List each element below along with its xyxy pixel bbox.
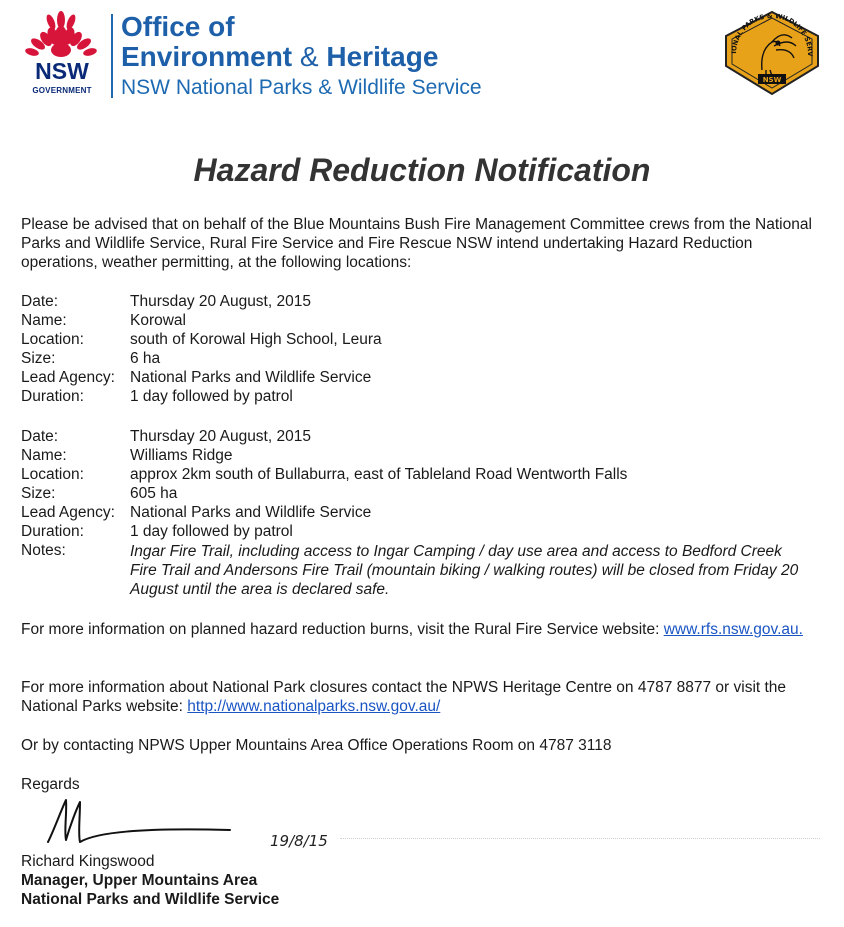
letterhead xyxy=(0,0,844,120)
location-size-row xyxy=(21,349,161,368)
page-title: Hazard Reduction Notification xyxy=(193,152,651,188)
field-value: 605 ha xyxy=(130,485,178,502)
field-value: approx 2km south of Bullaburra, east of Tableland Road Wentworth Falls xyxy=(130,466,628,483)
field-label: Notes: xyxy=(21,542,66,559)
rfs-website-link[interactable]: www.rfs.nsw.gov.au. xyxy=(663,621,803,638)
field-label: Date: xyxy=(21,293,59,310)
regards-text: Regards xyxy=(21,776,80,793)
closure-notes: Ingar Fire Trail, including access to Ingar Camping / day use area and access to Bedford Creek Fire Trail and Andersons Fire Trail (mountain biking / walking routes) will be closed from Friday 20 August until the area is declared safe. xyxy=(130,543,799,598)
location-notes-row xyxy=(21,541,130,560)
office-title-line1: Office of xyxy=(121,11,235,42)
field-value: 1 day followed by patrol xyxy=(130,523,293,540)
location-duration-row xyxy=(21,387,293,406)
office-title-line2 xyxy=(121,42,438,72)
location-size-row xyxy=(21,484,178,503)
signature-line xyxy=(340,838,820,839)
npws-service-name: NSW National Parks & Wildlife Service xyxy=(121,76,482,99)
field-label: Duration: xyxy=(21,523,84,540)
npws-info-text: For more information about National Park closures contact the NPWS Heritage Centre on 4787 8877 or visit the National Parks website: xyxy=(21,679,787,715)
location-agency-row xyxy=(21,368,372,387)
field-label: Lead Agency: xyxy=(21,504,115,521)
signer-organisation: National Parks and Wildlife Service xyxy=(21,891,280,908)
field-label: Size: xyxy=(21,350,56,367)
location-agency-row xyxy=(21,503,372,522)
field-label: Date: xyxy=(21,428,59,445)
field-value: Thursday 20 August, 2015 xyxy=(130,293,311,310)
emblem-bottom-text: NSW xyxy=(762,76,782,84)
field-label: Lead Agency: xyxy=(21,369,115,386)
location-location-row xyxy=(21,330,382,349)
npws-info-paragraph xyxy=(21,678,811,716)
location-duration-row xyxy=(21,522,293,541)
field-label: Name: xyxy=(21,447,67,464)
rfs-info-paragraph xyxy=(21,620,816,639)
emblem-top-text: IONAL PARKS & WILDLIFE SERV xyxy=(729,11,815,57)
location-location-row xyxy=(21,465,628,484)
field-label: Duration: xyxy=(21,388,84,405)
location-name-row xyxy=(21,311,186,330)
location-name-row xyxy=(21,446,233,465)
signer-title: Manager, Upper Mountains Area xyxy=(21,872,258,889)
nsw-government-label: GOVERNMENT xyxy=(32,86,92,95)
signer-name: Richard Kingswood xyxy=(21,853,155,870)
signature-date: 19/8/15 xyxy=(270,832,328,850)
contact-paragraph: Or by contacting NPWS Upper Mountains Area Office Operations Room on 4787 3118 xyxy=(21,737,612,754)
field-value: south of Korowal High School, Leura xyxy=(130,331,382,348)
field-label: Location: xyxy=(21,466,84,483)
field-value: National Parks and Wildlife Service xyxy=(130,504,372,521)
intro-paragraph: Please be advised that on behalf of the Blue Mountains Bush Fire Management Committee crews from the National Parks and Wildlife Service, Rural Fire Service and Fire Rescue NSW intend undertaking Hazard Reduction operations, weather permitting, at the following locations: xyxy=(21,216,812,271)
rfs-info-text: For more information on planned hazard reduction burns, visit the Rural Fire Service website: xyxy=(21,621,660,638)
field-label: Size: xyxy=(21,485,56,502)
field-value: 1 day followed by patrol xyxy=(130,388,293,405)
field-value: Korowal xyxy=(130,312,186,329)
office-title-heritage: Heritage xyxy=(326,41,439,72)
field-label: Location: xyxy=(21,331,84,348)
header-divider xyxy=(111,14,113,98)
field-value: 6 ha xyxy=(130,350,161,367)
nsw-wordmark: NSW xyxy=(35,58,89,84)
office-title-ampersand: & xyxy=(299,41,319,72)
field-value: National Parks and Wildlife Service xyxy=(130,369,372,386)
npws-website-link[interactable]: http://www.nationalparks.nsw.gov.au/ xyxy=(187,698,441,715)
location-date-row xyxy=(21,427,311,446)
field-label: Name: xyxy=(21,312,67,329)
field-value: Williams Ridge xyxy=(130,447,233,464)
office-title-environment: Environment xyxy=(121,41,293,72)
field-value: Thursday 20 August, 2015 xyxy=(130,428,311,445)
location-date-row xyxy=(21,292,311,311)
npws-emblem-icon xyxy=(722,10,822,96)
